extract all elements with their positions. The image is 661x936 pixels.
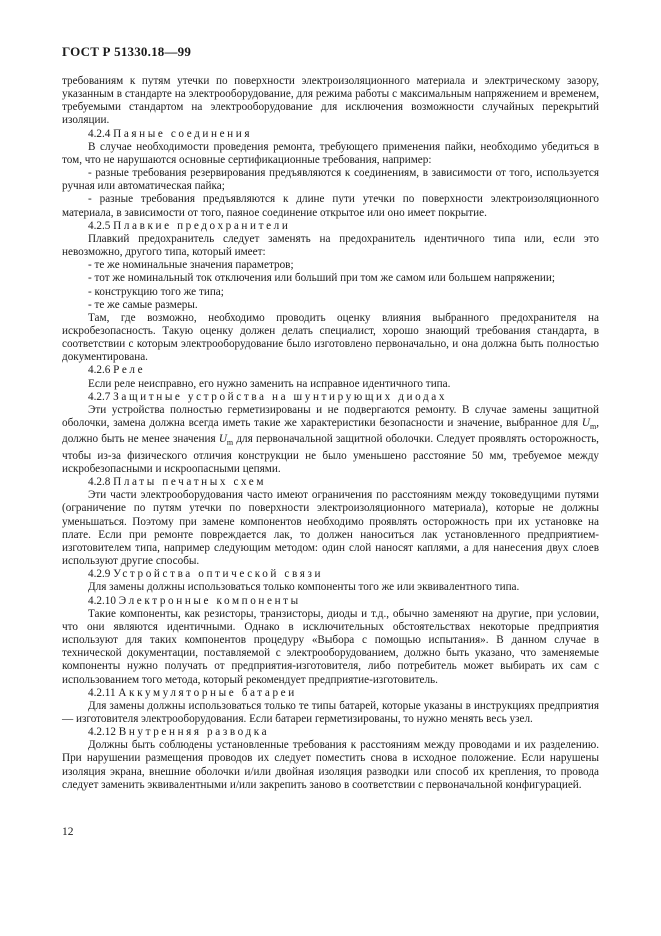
variable-u: U [581, 417, 590, 430]
variable-u: U [218, 433, 227, 446]
section-number: 4.2.7 [88, 390, 111, 403]
section-title: Плавкие предохранители [113, 219, 291, 232]
section-title: Защитные устройства на шунтирующих диодах [113, 390, 448, 403]
paragraph: Такие компоненты, как резисторы, транзисторы, диоды и т.д., обычно заменяют на другие, при условии, что они являются идентичными. Однако в исключительных обстоятельствах некоторые предприятия используют для таких компонентов процедуру «Выбора с помощью испытания». В данном случае в технической документации, поставляемой с электрооборудованием, должно быть указано, что заменяемые компоненты нужно получать от предприятия-изготовителя, либо потребитель может выбирать их сам с использованием того метода, который рекомендует предприятие-изготовитель. [62, 607, 599, 686]
section-number: 4.2.12 [88, 726, 116, 739]
list-item: - тот же номинальный ток отключения или больший при том же самом или большем напряжении; [88, 272, 556, 285]
section-title: Электронные компоненты [118, 594, 301, 607]
section-heading-4-2-4 [62, 128, 599, 141]
list-item: - конструкцию того же типа; [88, 285, 224, 298]
section-heading-4-2-11 [62, 687, 599, 700]
paragraph: требованиям к путям утечки по поверхности электроизоляционного материала и электрическому зазору, указанным в стандарте на электрооборудование, для режима работы с максимальным напряжением и временем, требуемыми стандартом на электрооборудование для исключения возможности случайных перекрытий изоляции. [62, 75, 599, 127]
section-heading-4-2-6 [62, 364, 599, 377]
section-title: Устройства оптической связи [113, 568, 324, 581]
text-run: для первоначальной защитной оболочки. Следует проявлять осторожность, чтобы из-за физического отличия конструкции не было уменьшено расстояние 50 мм, требуемое между искробезопасными и искроопасными цепями. [62, 433, 599, 475]
standard-header: ГОСТ Р 51330.18—99 [62, 44, 192, 59]
page-number: 12 [62, 826, 74, 838]
section-number: 4.2.8 [88, 476, 111, 489]
section-heading-4-2-12 [62, 726, 599, 739]
list-item: - разные требования предъявляются к длине пути утечки по поверхности электроизоляционного материала, в зависимости от того, паяное соединение открытое или оно имеет покрытие. [62, 193, 599, 219]
section-heading-4-2-5 [62, 220, 599, 233]
section-heading-4-2-9 [62, 568, 599, 581]
variable-subscript: m [226, 438, 234, 448]
section-heading-4-2-10 [62, 595, 599, 608]
section-number: 4.2.10 [88, 594, 116, 607]
paragraph: Эти части электрооборудования часто имеют ограничения по расстояниям между токоведущими путями (ограничение по путям утечки по поверхности электроизоляционного материала), которые не должны уменьшаться. Поэтому при замене компонентов необходимо проявлять осторожность при их установке на плате. Если при ремонте повреждается лак, то должен наноситься лак установленного предприятием-изготовителем типа, например следующим методом: один слой наносят каплями, а для нанесения двух слоев используют другие способы. [62, 489, 599, 568]
list-item: - разные требования резервирования предъявляются к соединениям, в зависимости от того, используется ручная или автоматическая пайка; [62, 167, 599, 193]
section-title: Аккумуляторные батареи [118, 686, 297, 699]
section-title: Платы печатных схем [113, 476, 267, 489]
paragraph: Должны быть соблюдены установленные требования к расстояниям между проводами и их разделению. При нарушении размещения проводов их следует поместить снова в исходное положение. Если нарушены изоляция экрана, внешние оболочки и/или двойная изоляция разводки или способ их крепления, то провода следует заменить эквивалентными и/или закрепить заново в соответствии с первоначальной конфигурацией. [62, 739, 599, 791]
paragraph: Для замены должны использоваться только те типы батарей, которые указаны в инструкциях предприятия — изготовителя электрооборудования. Если батареи герметизированы, то нужно менять весь узел. [62, 699, 599, 725]
list-item: - те же номинальные значения параметров; [88, 259, 294, 272]
section-heading-4-2-8 [62, 476, 599, 489]
paragraph: В случае необходимости проведения ремонта, требующего применения пайки, необходимо убедиться в том, что не нарушаются основные сертификационные требования, например: [62, 140, 599, 166]
variable-subscript: m [589, 422, 597, 432]
section-title: Паяные соединения [113, 127, 253, 140]
section-number: 4.2.11 [88, 686, 116, 699]
section-title: Внутренняя разводка [118, 726, 270, 739]
section-number: 4.2.9 [88, 568, 111, 581]
paragraph [62, 404, 599, 476]
section-title: Реле [113, 364, 146, 377]
paragraph: Для замены должны использоваться только компоненты того же или эквивалентного типа. [88, 581, 520, 594]
paragraph: Плавкий предохранитель следует заменять на предохранитель идентичного типа или, если это невозможно, другого типа, который имеет: [62, 232, 599, 259]
paragraph: Если реле неисправно, его нужно заменить на исправное идентичного типа. [88, 377, 451, 390]
text-run: Эти устройства полностью герметизированы и не подвергаются ремонту. В случае замены защитной оболочки, замена должна всегда иметь такие же характеристики безопасности и значение, выбранное для [62, 403, 599, 430]
paragraph: Там, где возможно, необходимо проводить оценку влияния выбранного предохранителя на искробезопасность. Такую оценку должен делать специалист, хорошо знающий требования стандарта, в соответствии с которым электрооборудование было изготовлено первоначально, и она должна быть полностью документирована. [62, 311, 599, 364]
text-run: , должно быть не менее значения [62, 417, 599, 446]
section-number: 4.2.4 [88, 127, 111, 140]
section-number: 4.2.5 [88, 219, 111, 232]
document-body [62, 75, 599, 792]
list-item: - те же самые размеры. [88, 298, 198, 311]
section-heading-4-2-7 [62, 391, 599, 404]
section-number: 4.2.6 [88, 364, 111, 377]
